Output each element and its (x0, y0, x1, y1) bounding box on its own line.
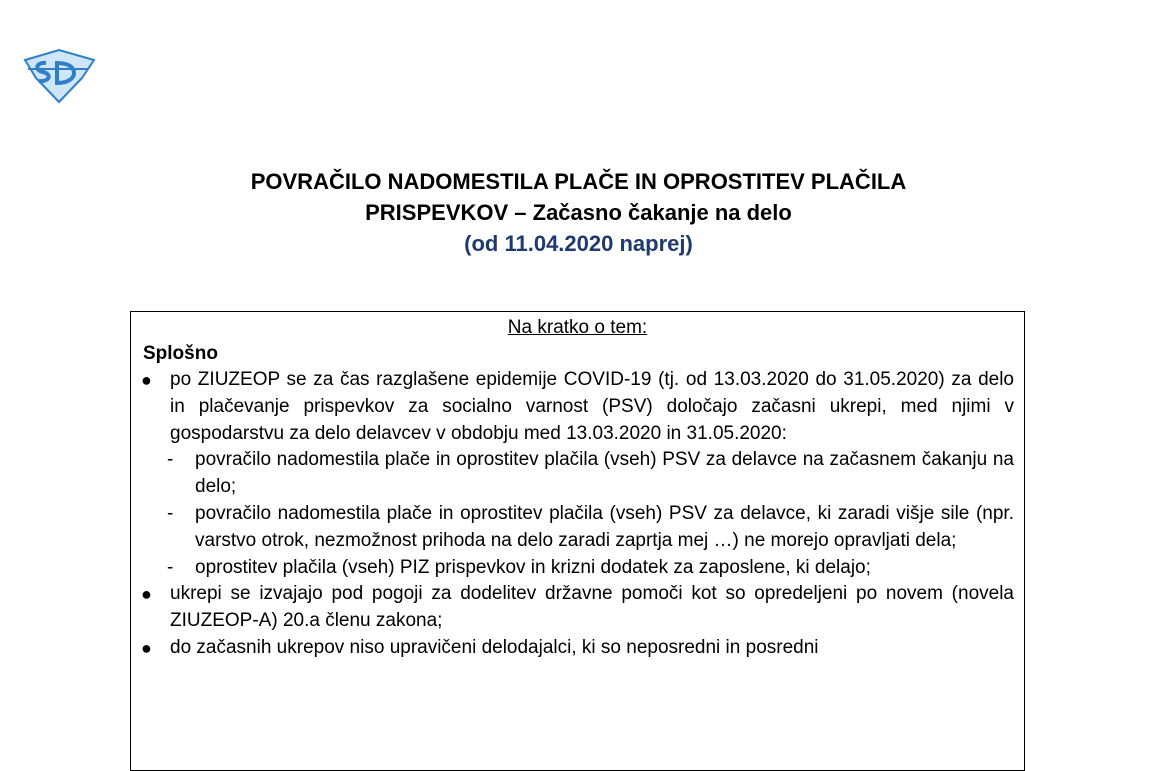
sub-list-item: - povračilo nadomestila plače in oprostitev plačila (vseh) PSV za delavce na začasnem čakanju na delo; (167, 449, 1014, 498)
sub-list-item: - povračilo nadomestila plače in oprostitev plačila (vseh) PSV za delavce, ki zaradi višje sile (npr. varstvo otrok, nezmožnost prihoda na delo zaradi zaprtja mej …) ne morejo opravljati dela; (167, 502, 1014, 551)
document-date-range: (od 11.04.2020 naprej) (464, 231, 693, 256)
document-title-line-1: POVRAČILO NADOMESTILA PLAČE IN OPROSTITEV PLAČILA (250, 169, 907, 194)
logo-icon (22, 47, 96, 105)
list-item: ● ukrepi se izvajajo pod pogoji za dodelitev državne pomoči kot so opredeljeni po novem (novela ZIUZEOP-A) 20.a členu zakona; (141, 583, 1014, 632)
summary-box (130, 311, 1025, 771)
dash-icon: - (167, 502, 174, 524)
dash-icon: - (167, 556, 174, 578)
section-title: Splošno (143, 343, 218, 364)
dash-icon: - (167, 449, 174, 471)
bullet-icon: ● (141, 584, 152, 605)
sub-list-item: - oprostitev plačila (vseh) PIZ prispevkov in krizni dodatek za zaposlene, ki delajo; (131, 555, 1014, 582)
list-item: ● po ZIUZEOP se za čas razglašene epidemije COVID-19 (tj. od 13.03.2020 do 31.05.2020) za delo in plačevanje prispevkov za socialno varnost (PSV) določajo začasni ukrepi, med njimi v gospodarstvu za delo delavcev v obdobju med 13.03.2020 in 31.05.2020: (141, 369, 1014, 444)
list-item: ● do začasnih ukrepov niso upravičeni delodajalci, ki so neposredni in posredni (131, 635, 1014, 662)
bullet-icon: ● (141, 637, 152, 658)
document-title-line-2: PRISPEVKOV – Začasno čakanje na delo (365, 200, 792, 225)
bullet-icon: ● (141, 370, 152, 390)
summary-heading: Na kratko o tem: (507, 317, 648, 338)
